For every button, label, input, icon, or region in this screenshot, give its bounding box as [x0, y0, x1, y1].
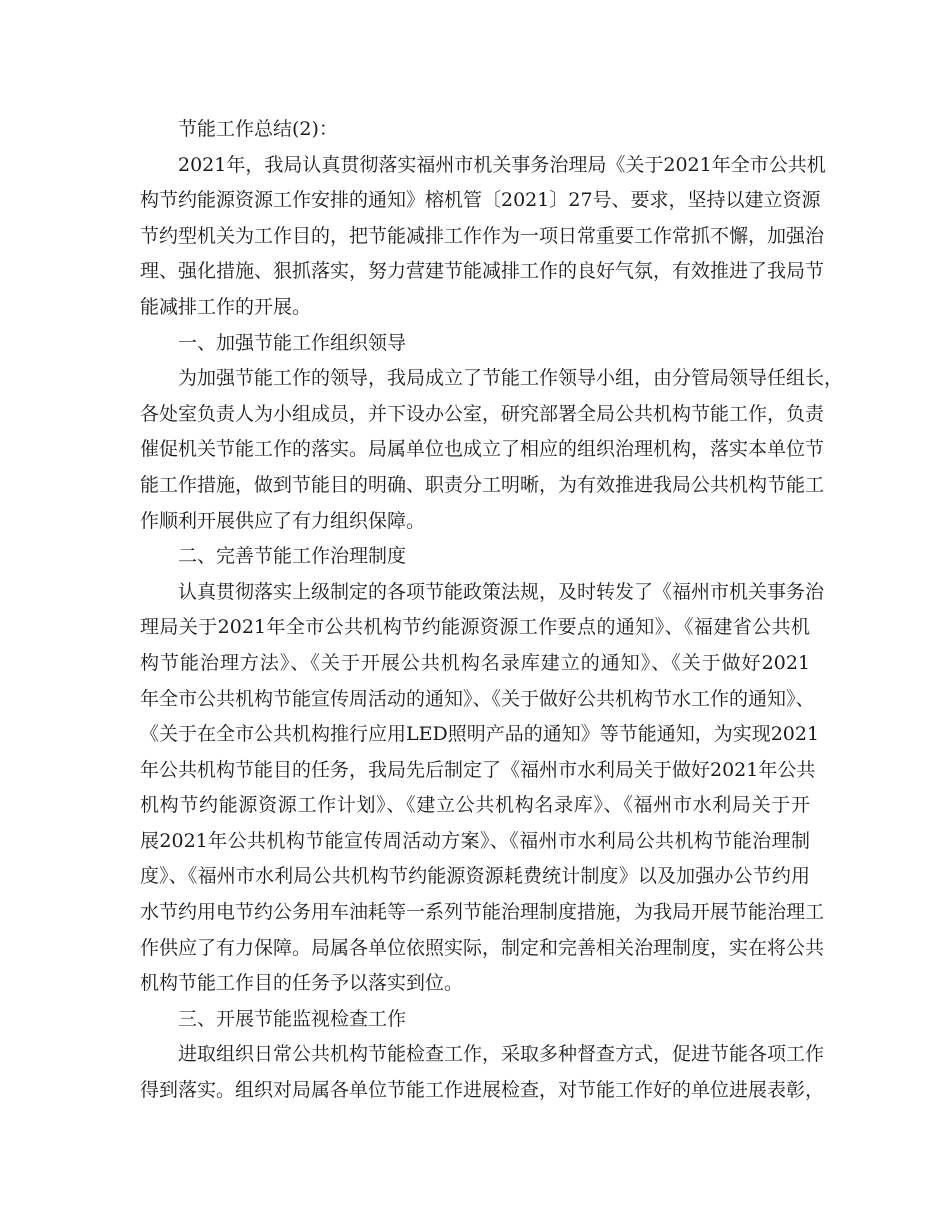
document-line: 能工作措施，做到节能目的明确、职责分工明晰，为有效推进我局公共机构节能工 [140, 473, 825, 496]
document-line: 作顺利开展供应了有力组织保障。 [140, 509, 426, 532]
document-line: 度》、《福州市水利局公共机构节约能源资源耗费统计制度》以及加强办公节约用 [140, 865, 810, 888]
document-line: 机构节能工作目的任务予以落实到位。 [140, 972, 464, 995]
document-line: 三、开展节能监视检查工作 [178, 1007, 407, 1030]
document-line: 催促机关节能工作的落实。局属单位也成立了相应的组织治理机构，落实本单位节 [140, 438, 825, 461]
document-line: 认真贯彻落实上级制定的各项节能政策法规，及时转发了《福州市机关事务治 [178, 580, 825, 603]
document-line: 构节能治理方法》、《关于开展公共机构名录库建立的通知》、《关于做好2021 [140, 651, 810, 674]
document-line: 构节约能源资源工作安排的通知》榕机管〔2021〕27号、要求，坚持以建立资源 [140, 189, 821, 212]
document-line: 作供应了有力保障。局属各单位依照实际，制定和完善相关治理制度，实在将公共 [140, 936, 825, 959]
document-line: 年全市公共机构节能宣传周活动的通知》、《关于做好公共机构节水工作的通知》、 [140, 687, 815, 710]
document-line: 为加强节能工作的领导，我局成立了节能工作领导小组，由分管局领导任组长， [178, 367, 844, 390]
document-line: 进取组织日常公共机构节能检查工作，采取多种督查方式，促进节能各项工作 [178, 1043, 825, 1066]
document-line: 节约型机关为工作目的，把节能减排工作作为一项日常重要工作常抓不懈，加强治 [140, 224, 825, 247]
document-line: 理局关于2021年全市公共机构节约能源资源工作要点的通知》、《福建省公共机 [140, 616, 810, 639]
document-line: 一、加强节能工作组织领导 [178, 331, 407, 354]
document-line: 年公共机构节能目的任务，我局先后制定了《福州市水利局关于做好2021年公共 [140, 758, 816, 781]
document-line: 各处室负责人为小组成员，并下设办公室，研究部署全局公共机构节能工作，负责 [140, 402, 825, 425]
document-line: 二、完善节能工作治理制度 [178, 545, 407, 568]
document-body [140, 112, 844, 1109]
document-line: 机构节约能源资源工作计划》、《建立公共机构名录库》、《福州市水利局关于开 [140, 794, 810, 817]
document-line: 展2021年公共机构节能宣传周活动方案》、《福州市水利局公共机构节能治理制 [140, 829, 810, 852]
document-line: 节能工作总结(2)： [178, 118, 338, 140]
document-line: 能减排工作的开展。 [140, 295, 312, 318]
document-line: 2021年，我局认真贯彻落实福州市机关事务治理局《关于2021年全市公共机 [178, 153, 826, 176]
document-line: 水节约用电节约公务用车油耗等一系列节能治理制度措施，为我局开展节能治理工 [140, 901, 825, 924]
document-line: 《关于在全市公共机构推行应用LED照明产品的通知》等节能通知，为实现2021 [140, 723, 820, 746]
document-line: 理、强化措施、狠抓落实，努力营建节能减排工作的良好气氛，有效推进了我局节 [140, 260, 825, 283]
document-line: 得到落实。组织对局属各单位节能工作进展检查，对节能工作好的单位进展表彰， [140, 1079, 825, 1102]
